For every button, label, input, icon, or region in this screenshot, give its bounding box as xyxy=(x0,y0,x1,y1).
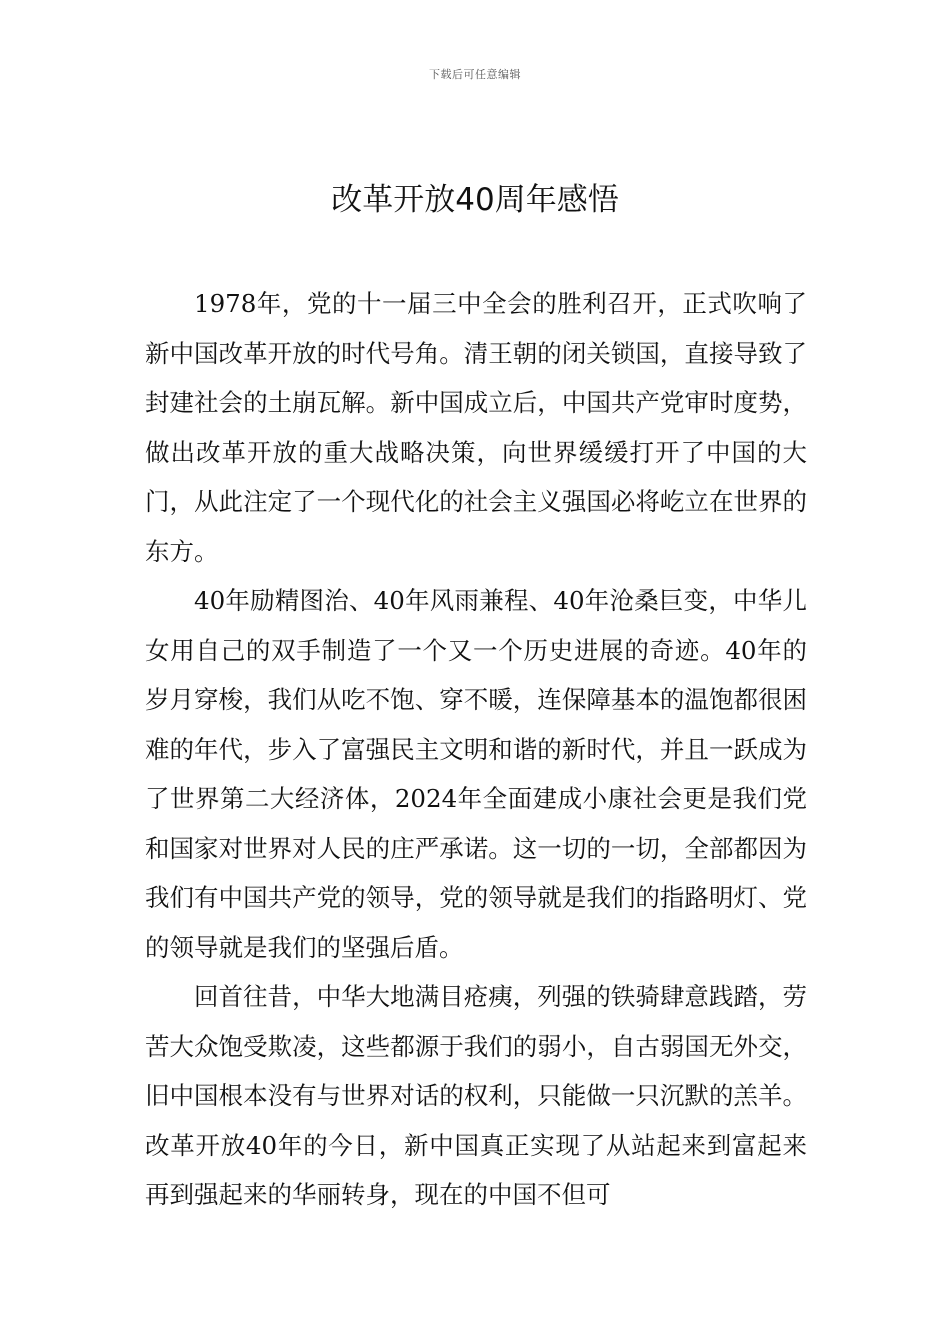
paragraph-3: 回首往昔，中华大地满目疮痍，列强的铁骑肆意践踏，劳苦大众饱受欺凌，这些都源于我们的弱小，自古弱国无外交，旧中国根本没有与世界对话的权利，只能做一只沉默的羔羊。改革开放40年的今日，新中国真正实现了从站起来到富起来再到强起来的华丽转身，现在的中国不但可 xyxy=(145,982,807,1209)
paragraph-1: 1978年，党的十一届三中全会的胜利召开，正式吹响了新中国改革开放的时代号角。清王朝的闭关锁国，直接导致了封建社会的土崩瓦解。新中国成立后，中国共产党审时度势，做出改革开放的重大战略决策，向世界缓缓打开了中国的大门，从此注定了一个现代化的社会主义强国必将屹立在世界的东方。 xyxy=(145,289,807,566)
document-body xyxy=(145,279,807,1220)
paragraph-2: 40年励精图治、40年风雨兼程、40年沧桑巨变，中华儿女用自己的双手制造了一个又一个历史进展的奇迹。40年的岁月穿梭，我们从吃不饱、穿不暖，连保障基本的温饱都很困难的年代，步入了富强民主文明和谐的新时代，并且一跃成为了世界第二大经济体，2024年全面建成小康社会更是我们党和国家对世界对人民的庄严承诺。这一切的一切，全部都因为我们有中国共产党的领导，党的领导就是我们的指路明灯、党的领导就是我们的坚强后盾。 xyxy=(145,586,807,962)
document-title: 改革开放40周年感悟 xyxy=(331,182,619,218)
header-note: 下载后可任意编辑 xyxy=(429,68,521,81)
